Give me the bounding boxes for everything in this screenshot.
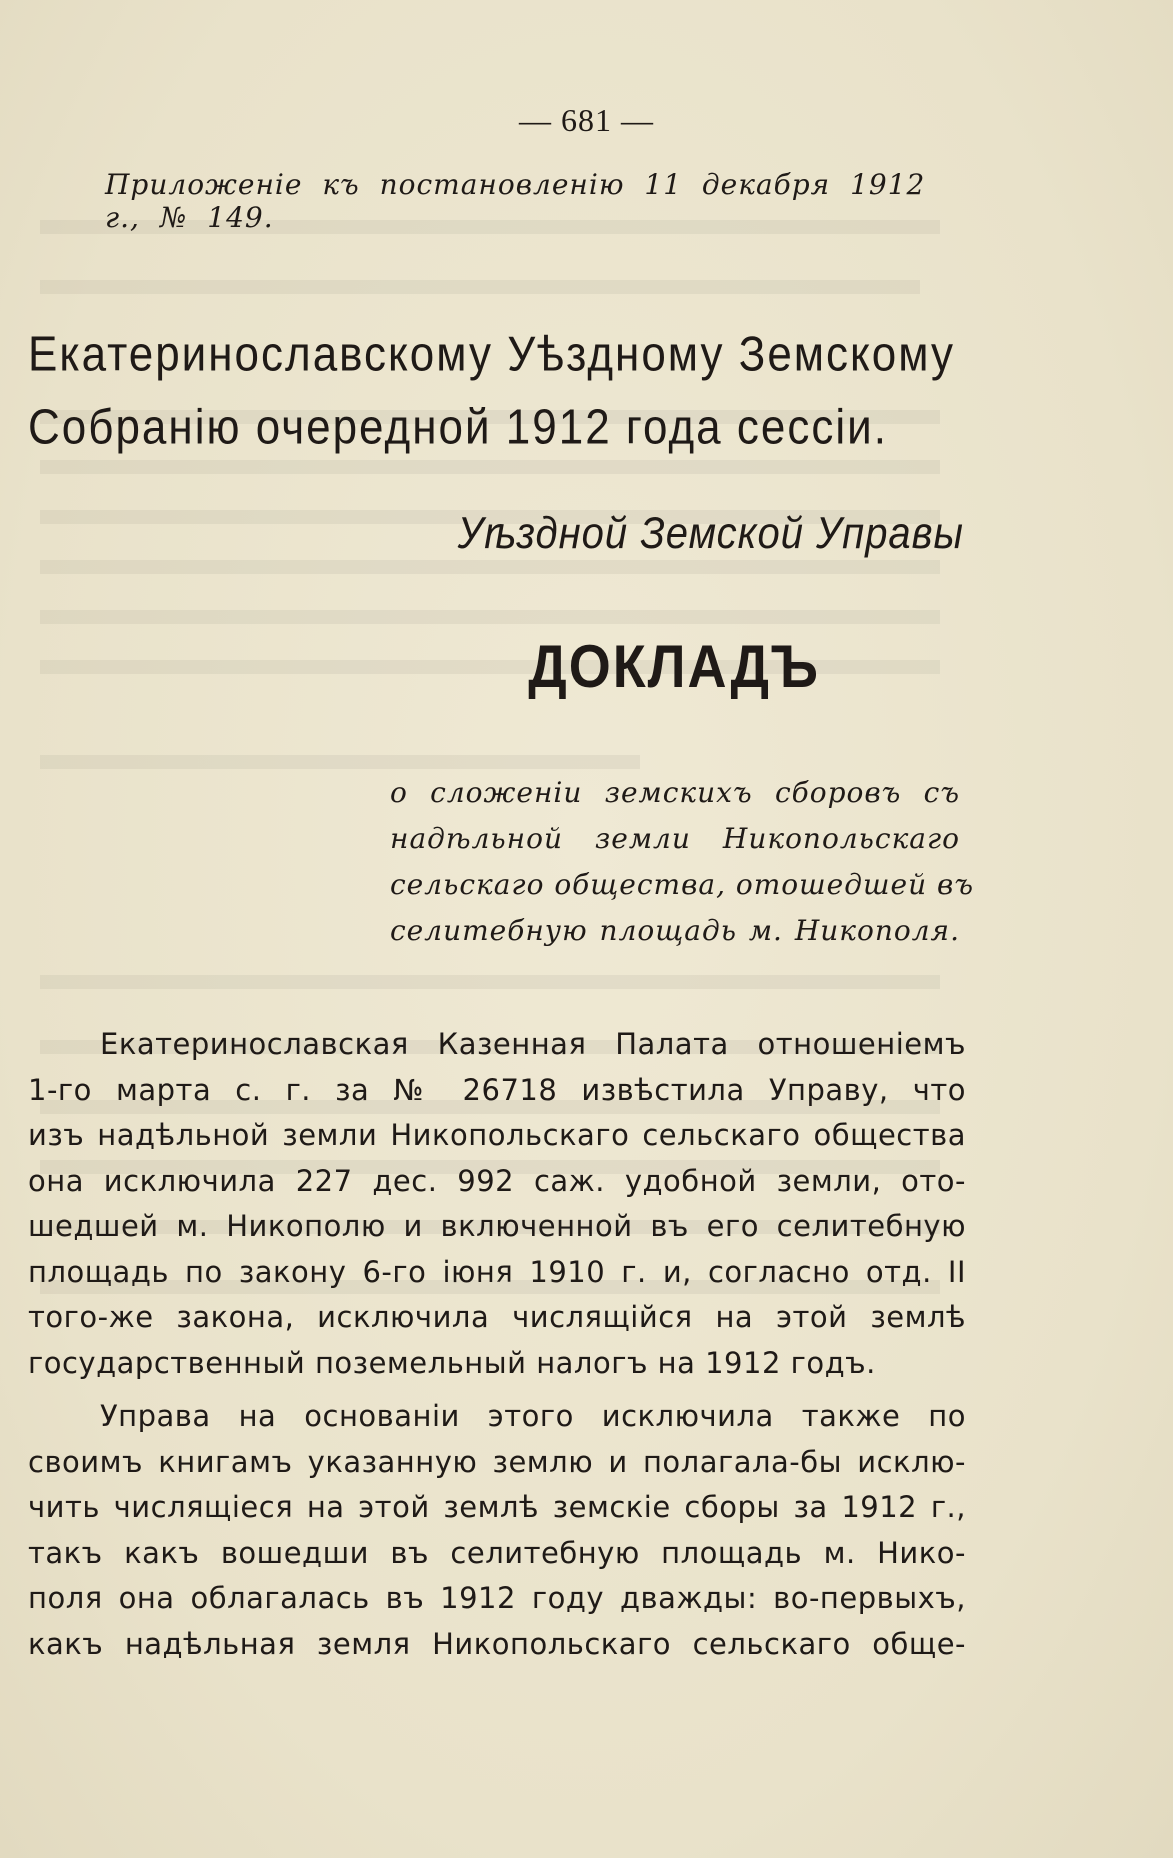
addressee-line: Собранію очередной 1912 года сессіи.: [28, 399, 888, 455]
text-line: она исключила 227 дес. 992 саж. удобной земли, ото-: [28, 1163, 966, 1198]
addressee-line: Екатеринославскому Уѣздному Земскому: [28, 326, 956, 382]
page-number: — 681 —: [519, 102, 654, 138]
text-line: того-же закона, исключила числящійся на этой землѣ: [28, 1300, 966, 1334]
text-line: изъ надѣльной земли Никопольскаго сельскаго общества: [28, 1118, 966, 1152]
subject-block: [390, 770, 974, 954]
text-line: такъ какъ вошедши въ селитебную площадь м. Нико-: [28, 1535, 966, 1570]
document-type-title: ДОКЛАДЪ: [528, 633, 820, 701]
body-text: [28, 1022, 966, 1667]
appendix-note: Приложеніе къ постановленію 11 декабря 1912 г., № 149.: [105, 168, 926, 234]
text-line: Управа на основаніи этого исключила также по: [100, 1399, 966, 1433]
text-line: Екатеринославская Казенная Палата отношеніемъ: [100, 1027, 966, 1061]
text-line: какъ надѣльная земля Никопольскаго сельскаго обще-: [28, 1626, 966, 1661]
text-line: государственный поземельный налогъ на 1912 годъ.: [28, 1345, 876, 1380]
paragraph: [28, 1394, 966, 1667]
text-line: чить числящіеся на этой землѣ земскіе сборы за 1912 г.,: [28, 1490, 966, 1524]
subject-line: селитебную площадь м. Никополя.: [390, 914, 960, 947]
addressee-heading: [28, 318, 966, 464]
subject-line: о сложеніи земскихъ сборовъ съ: [390, 776, 960, 809]
text-line: поля она облагалась въ 1912 году дважды: во-первыхъ,: [28, 1581, 966, 1615]
issuer-heading: Уѣздной Земской Управы: [457, 509, 964, 559]
text-line: шедшей м. Никополю и включенной въ его селитебную: [28, 1209, 966, 1243]
text-line: площадь по закону 6-го іюня 1910 г. и, согласно отд. II: [28, 1254, 966, 1289]
text-line: 1-го марта с. г. за № 26718 извѣстила Управу, что: [28, 1072, 966, 1107]
paragraph-gap: [28, 1386, 966, 1394]
paragraph: [28, 1022, 966, 1386]
subject-line: сельскаго общества, отошедшей въ: [390, 868, 974, 901]
text-line: своимъ книгамъ указанную землю и полагала-бы исклю-: [28, 1444, 966, 1479]
subject-line: надѣльной земли Никопольскаго: [390, 822, 960, 855]
